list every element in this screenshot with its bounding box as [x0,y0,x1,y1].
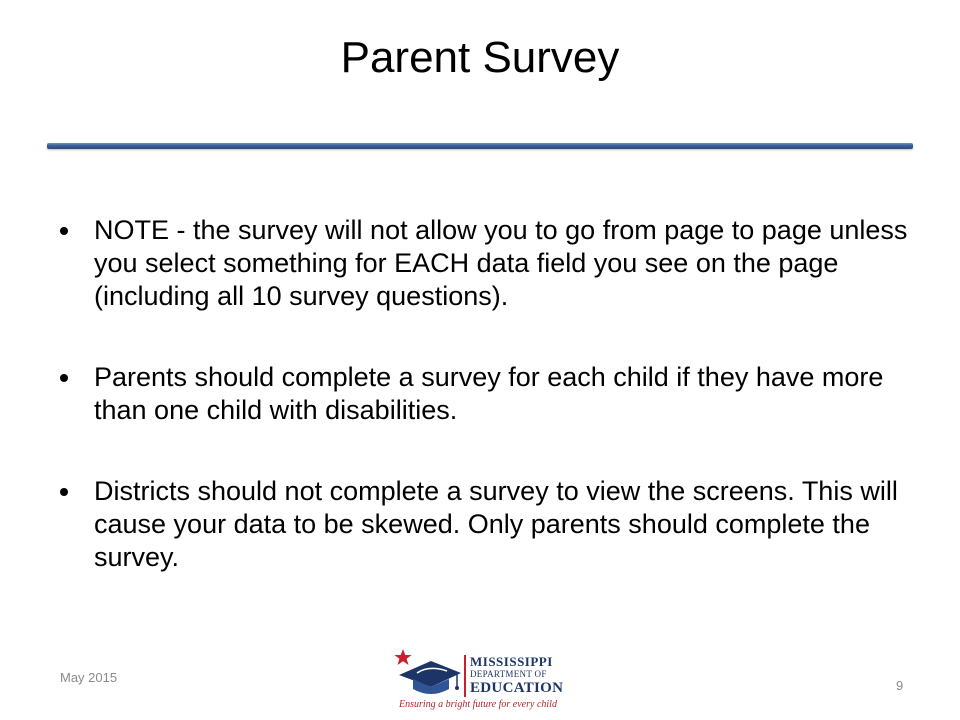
logo-tagline: Ensuring a bright future for every child [399,699,557,710]
logo-wordmark [470,655,563,696]
bullet-list [58,214,908,622]
footer-date: May 2015 [60,670,118,685]
bullet-text: Parents should complete a survey for each child if they have more than one child with disabilities. [94,362,884,425]
bullet-item [58,475,908,574]
logo-line-education: EDUCATION [470,680,564,696]
bullet-dot-icon [60,227,68,235]
bullet-text: Districts should not complete a survey to view the screens. This will cause your data to be skewed. Only parents should complete the survey. [94,476,898,572]
logo-divider [464,655,466,697]
slide-title: Parent Survey [340,33,620,82]
bullet-item [58,214,908,313]
bullet-text: NOTE - the survey will not allow you to go from page to page unless you select something for EACH data field you see on the page (including all 10 survey questions). [94,215,908,311]
bullet-dot-icon [60,488,68,496]
logo-line-mississippi: MISSISSIPPI [470,654,553,669]
bullet-item [58,361,908,427]
title-underline [47,143,913,149]
logo-line-department: DEPARTMENT OF [470,669,547,679]
page-number: 9 [896,678,904,693]
bullet-dot-icon [60,374,68,382]
graduation-cap-star-icon [393,647,465,699]
mde-logo [393,647,568,715]
